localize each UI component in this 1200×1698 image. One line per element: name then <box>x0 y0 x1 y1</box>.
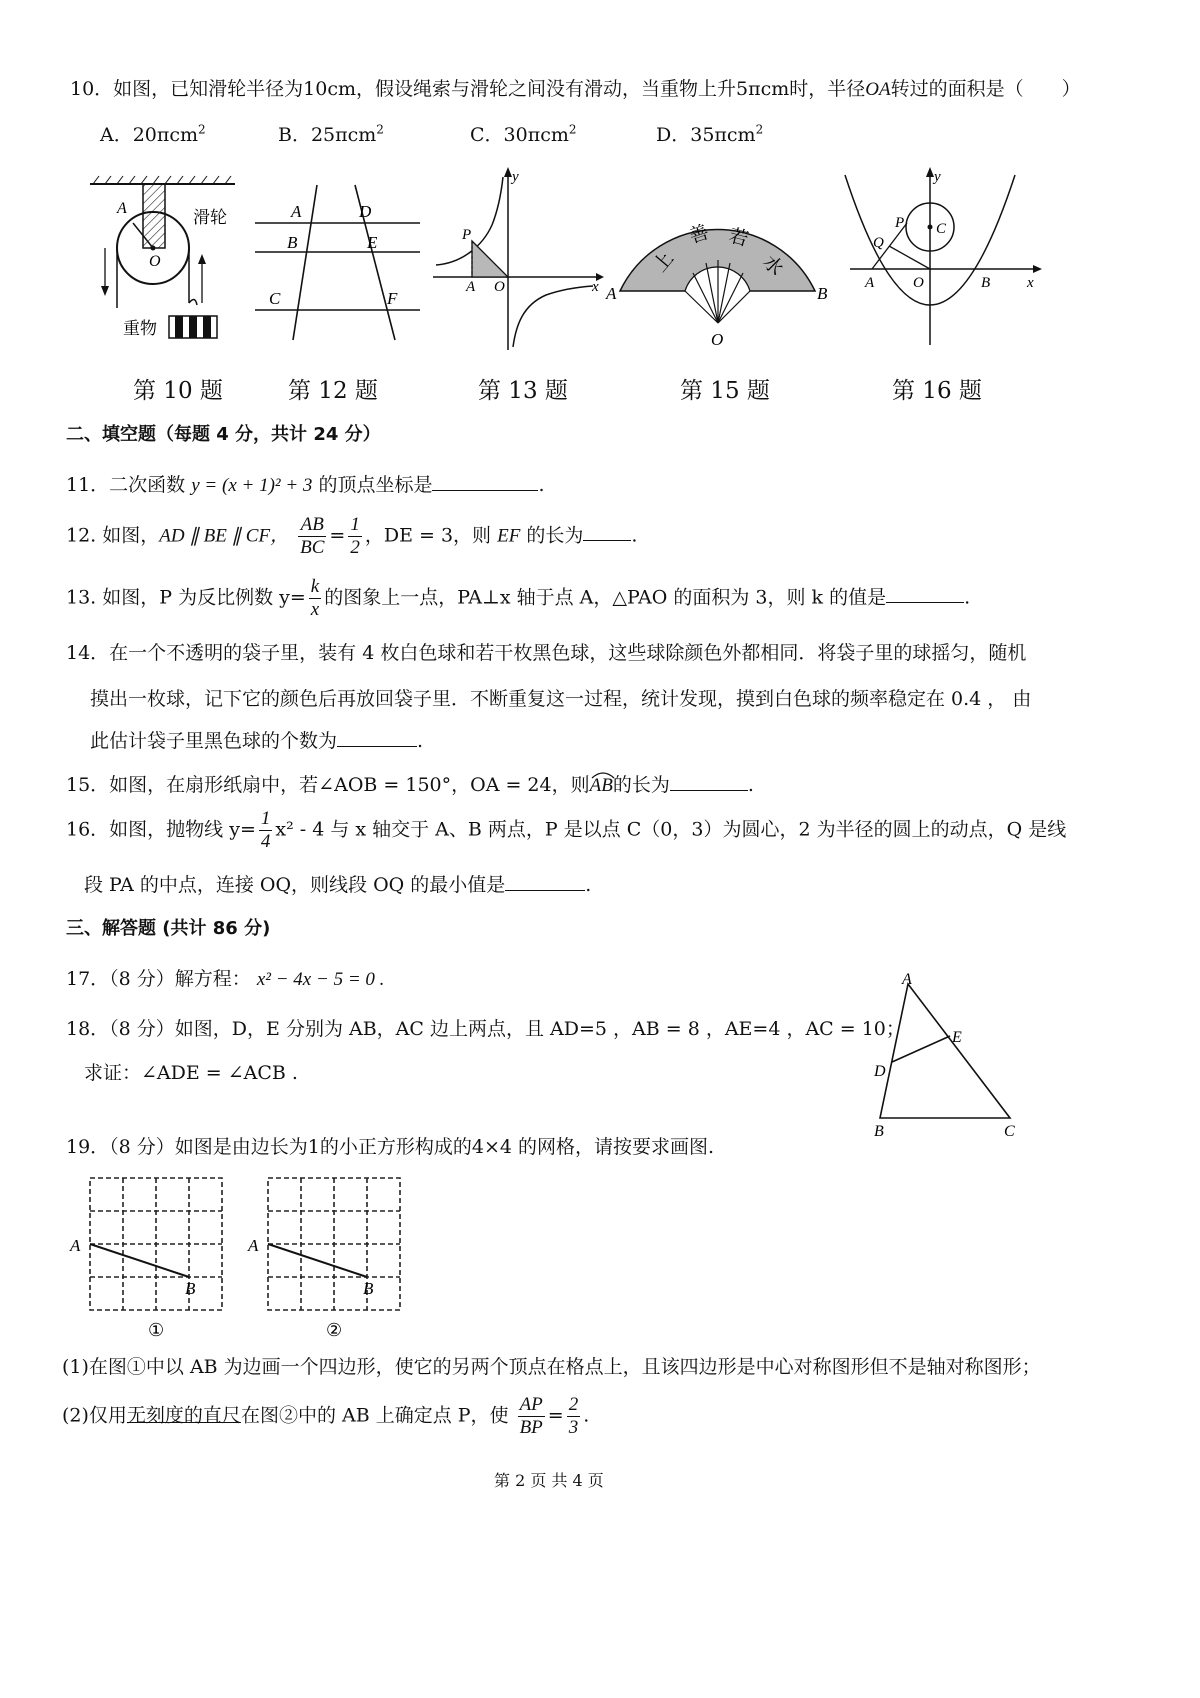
q10-option-d: D．35πcm$^2$ <box>656 122 764 146</box>
q17: 17．（8 分）解方程： x² − 4x − 5 = 0 . <box>66 968 385 990</box>
q13-fraction-k-x: $\frac{k}{x}$ <box>310 576 320 620</box>
fig15-label-a: A <box>606 284 617 303</box>
caption-fig13: 第 13 题 <box>478 378 568 404</box>
fig12-label-c: C <box>269 289 281 308</box>
q19-part-1: (1)在图①中以 AB 为边画一个四边形，使它的另两个顶点在格点上，且该四边形是中心对称图形但不是轴对称图形； <box>62 1356 1041 1378</box>
section-3-title: 三、解答题 (共计 86 分) <box>66 918 271 939</box>
fig16-label-q: Q <box>873 235 884 251</box>
q12: 12. 如图，AD ∥ BE ∥ CF， $\frac{AB}{BC}$ = $\frac{1}{2}$ ，DE = 3，则 EF 的长为 . <box>66 514 638 558</box>
fig13-label-y: y <box>512 169 519 185</box>
q10-text: 10．如图，已知滑轮半径为10cm，假设绳索与滑轮之间没有滑动，当重物上升5πcm时，半径OA转过的面积是（ ） <box>70 78 1081 100</box>
caption-fig16: 第 16 题 <box>892 378 982 404</box>
fig15-char-3: 若 <box>726 225 751 251</box>
q16-answer-blank[interactable] <box>505 874 585 891</box>
fig12-label-e: E <box>367 233 378 252</box>
q19-line-1: 19．（8 分）如图是由边长为1的小正方形构成的4×4 的网格，请按要求画图. <box>66 1136 715 1158</box>
q19-grid2-label-b: B <box>363 1279 374 1298</box>
fig15-char-2: 善 <box>687 221 712 248</box>
q16-line-2: 段 PA 的中点，连接 OQ，则线段 OQ 的最小值是 . <box>84 874 592 896</box>
q19-grid1-label-a: A <box>70 1236 81 1255</box>
q15: 15．如图，在扇形纸扇中，若∠AOB = 150°，OA = 24，则AB 的长为 . <box>66 774 754 796</box>
q16-line-1: 16．如图，抛物线 y= $\frac{1}{4}$ x² - 4 与 x 轴交于 A、B 两点，P 是以点 C（0，3）为圆心，2 为半径的圆上的动点，Q 是线 <box>66 808 1067 852</box>
q15-arc-ab: AB <box>589 775 613 796</box>
caption-fig12: 第 12 题 <box>288 378 378 404</box>
q11: 11．二次函数 y = (x + 1)² + 3 的顶点坐标是 . <box>66 474 545 496</box>
figure-16-parabola <box>845 165 1055 355</box>
q19-grid-2[interactable] <box>246 1170 426 1340</box>
q11-answer-blank[interactable] <box>432 474 538 491</box>
figure-13-hyperbola <box>428 165 608 355</box>
fig13-label-o: O <box>494 279 505 295</box>
fig16-label-b: B <box>981 275 991 291</box>
fig10-label-o: O <box>149 253 161 270</box>
fig12-label-d: D <box>359 202 372 221</box>
q12-answer-blank[interactable] <box>583 524 631 541</box>
q18-triangle-figure <box>870 970 1040 1140</box>
q19-fraction-two-thirds: $\frac{2}{3}$ <box>568 1394 579 1438</box>
q19-grid-1[interactable] <box>68 1170 248 1340</box>
section-2-title: 二、填空题（每题 4 分，共计 24 分） <box>66 424 381 445</box>
q18-line-1: 18．（8 分）如图，D，E 分别为 AB，AC 边上两点，且 AD=5 ，AB = 8 ，AE=4 ，AC = 10； <box>66 1018 905 1040</box>
fig12-label-f: F <box>387 289 398 308</box>
fig10-label-weight: 重物 <box>123 319 157 338</box>
fig13-label-x: x <box>592 279 599 295</box>
fig13-label-a: A <box>466 279 476 295</box>
q15-answer-blank[interactable] <box>670 774 748 791</box>
fig15-char-1: 上 <box>649 248 679 277</box>
q13-answer-blank[interactable] <box>886 586 964 603</box>
q19-grid2-label-a: A <box>248 1236 259 1255</box>
figure-12-parallel <box>255 170 425 350</box>
page-footer: 第 2 页 共 4 页 <box>494 1471 604 1490</box>
q10-option-b: B．25πcm$^2$ <box>278 122 384 146</box>
fig12-label-b: B <box>287 233 298 252</box>
fig13-label-p: P <box>462 227 472 243</box>
q14-line-3: 此估计袋子里黑色球的个数为 . <box>90 730 424 752</box>
fig15-label-o: O <box>711 330 724 349</box>
fig16-label-a: A <box>865 275 875 291</box>
fig10-label-pulley: 滑轮 <box>193 208 227 227</box>
fig15-label-b: B <box>817 284 828 303</box>
fig16-label-p: P <box>895 215 905 231</box>
fig15-char-4: 水 <box>758 251 787 280</box>
q18-label-d: D <box>874 1063 886 1080</box>
caption-fig10: 第 10 题 <box>133 378 223 404</box>
q19-grid2-number: ② <box>326 1320 343 1340</box>
q10-option-a: A．20πcm$^2$ <box>100 122 206 146</box>
q18-label-e: E <box>952 1029 962 1046</box>
q19-fraction-ap-bp: $\frac{AP}{BP}$ <box>519 1394 543 1438</box>
q14-line-1: 14．在一个不透明的袋子里，装有 4 枚白色球和若干枚黑色球，这些球除颜色外都相同．将袋子里的球摇匀，随机 <box>66 642 1027 664</box>
q18-line-2: 求证：∠ADE = ∠ACB . <box>84 1062 298 1084</box>
q19-part-2: (2)仅用无刻度的直尺在图②中的 AB 上确定点 P，使 $\frac{AP}{BP}$ = $\frac{2}{3}$ . <box>62 1394 590 1438</box>
q14-answer-blank[interactable] <box>337 730 417 747</box>
fig16-label-c: C <box>936 221 947 237</box>
q18-label-c: C <box>1004 1123 1015 1140</box>
q18-label-a: A <box>902 971 912 988</box>
figure-15-fan <box>606 165 840 349</box>
q16-fraction-quarter: $\frac{1}{4}$ <box>260 808 271 852</box>
q14-line-2: 摸出一枚球，记下它的颜色后再放回袋子里．不断重复这一过程，统计发现，摸到白色球的频率稳定在 0.4 ， 由 <box>90 688 1032 710</box>
caption-fig15: 第 15 题 <box>680 378 770 404</box>
fig16-label-y: y <box>934 169 941 185</box>
q12-fraction-ab-bc: $\frac{AB}{BC}$ <box>300 514 325 558</box>
fig16-label-x: x <box>1027 275 1034 291</box>
q19-grid1-label-b: B <box>185 1279 196 1298</box>
q10-option-c: C．30πcm$^2$ <box>470 122 577 146</box>
fig10-label-a: A <box>117 200 127 217</box>
figure-10-pulley <box>85 168 245 348</box>
q13: 13. 如图，P 为反比例数 y= $\frac{k}{x}$ 的图象上一点，PA⊥x 轴于点 A，△PAO 的面积为 3，则 k 的值是 . <box>66 576 971 620</box>
fig12-label-a: A <box>291 202 302 221</box>
q18-label-b: B <box>874 1123 884 1140</box>
q12-fraction-half: $\frac{1}{2}$ <box>350 514 360 558</box>
q19-grid1-number: ① <box>148 1320 165 1340</box>
fig16-label-o: O <box>913 275 924 291</box>
